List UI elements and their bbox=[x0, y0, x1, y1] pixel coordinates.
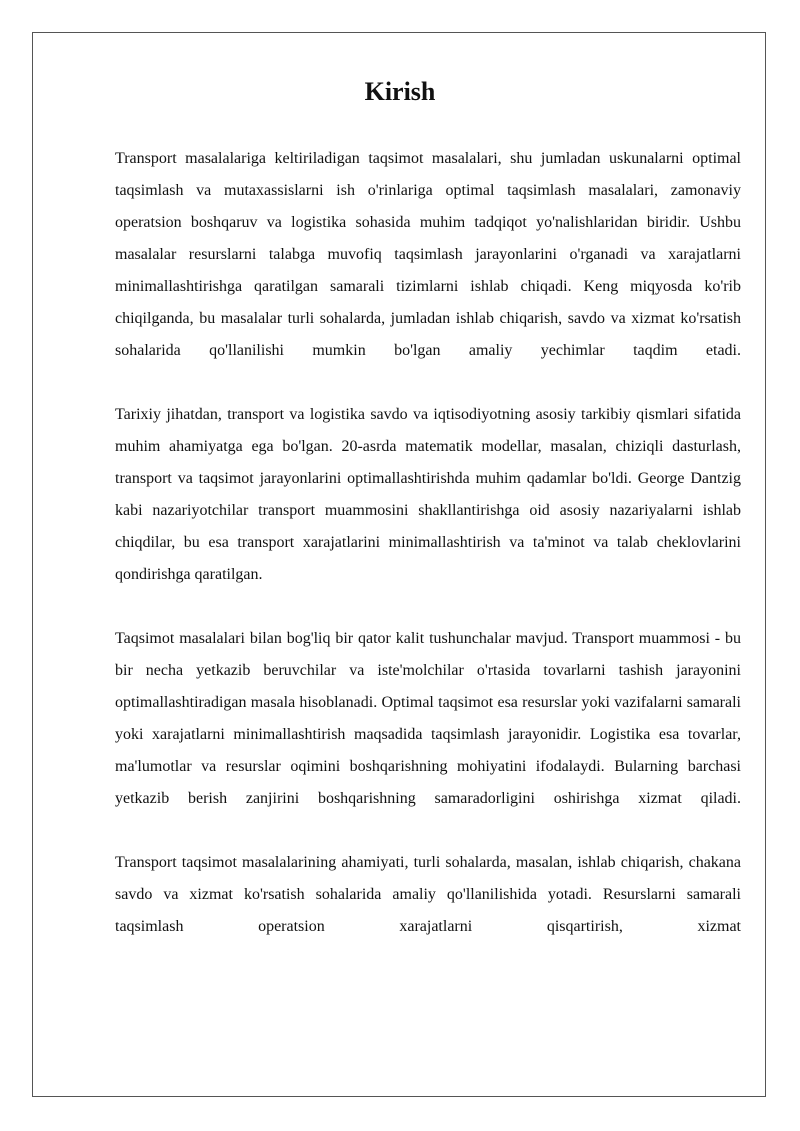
paragraph-1: Transport masalalariga keltiriladigan taqsimot masalalari, shu jumladan uskunalarni optimal taqsimlash va mutaxassislarni ish o'rinlariga optimal taqsimlash masalalari, zamonaviy operatsion boshqaruv va logistika sohasida muhim tadqiqot yo'nalishlaridan biridir. Ushbu masalalar resurslarni talabga muvofiq taqsimlash jarayonlarini o'rganadi va xarajatlarni minimallashtirishga qaratilgan samarali tizimlarni ishlab chiqadi. Keng miqyosda ko'rib chiqilganda, bu masalalar turli sohalarda, jumladan ishlab chiqarish, savdo va xizmat ko'rsatish sohalarida qo'llanilishi mumkin bo'lgan amaliy yechimlar taqdim etadi. bbox=[115, 150, 741, 359]
page-title: Kirish bbox=[364, 77, 436, 106]
paragraph-3: Taqsimot masalalari bilan bog'liq bir qator kalit tushunchalar mavjud. Transport muammosi - bu bir necha yetkazib beruvchilar va iste'molchilar o'rtasida tovarlarni tashish jarayonini optimallashtiradigan masala hisoblanadi. Optimal taqsimot esa resurslar yoki vazifalarni samarali yoki xarajatlarni minimallashtirish maqsadida taqsimlash jarayonidir. Logistika esa tovarlar, ma'lumotlar va resurslar oqimini boshqarishning mohiyatini ifodalaydi. Bularning barchasi yetkazib berish zanjirini boshqarishning samaradorligini oshirishga xizmat qiladi. bbox=[115, 630, 741, 807]
document-body bbox=[115, 143, 741, 975]
paragraph-4: Transport taqsimot masalalarining ahamiyati, turli sohalarda, masalan, ishlab chiqarish, chakana savdo va xizmat ko'rsatish sohalarida amaliy qo'llanilishida yotadi. Resurslarni samarali taqsimlash operatsion xarajatlarni qisqartirish, xizmat bbox=[115, 854, 741, 935]
paragraph-2: Tarixiy jihatdan, transport va logistika savdo va iqtisodiyotning asosiy tarkibiy qismlari sifatida muhim ahamiyatga ega bo'lgan. 20-asrda matematik modellar, masalan, chiziqli dasturlash, transport va taqsimot jarayonlarini optimallashtirishda muhim qadamlar bo'ldi. George Dantzig kabi nazariyotchilar transport muammosini shakllantirishga oid asosiy nazariyalarni ishlab chiqdilar, bu esa transport xarajatlarini minimallashtirish va ta'minot va talab cheklovlarini qondirishga qaratilgan. bbox=[115, 406, 741, 583]
